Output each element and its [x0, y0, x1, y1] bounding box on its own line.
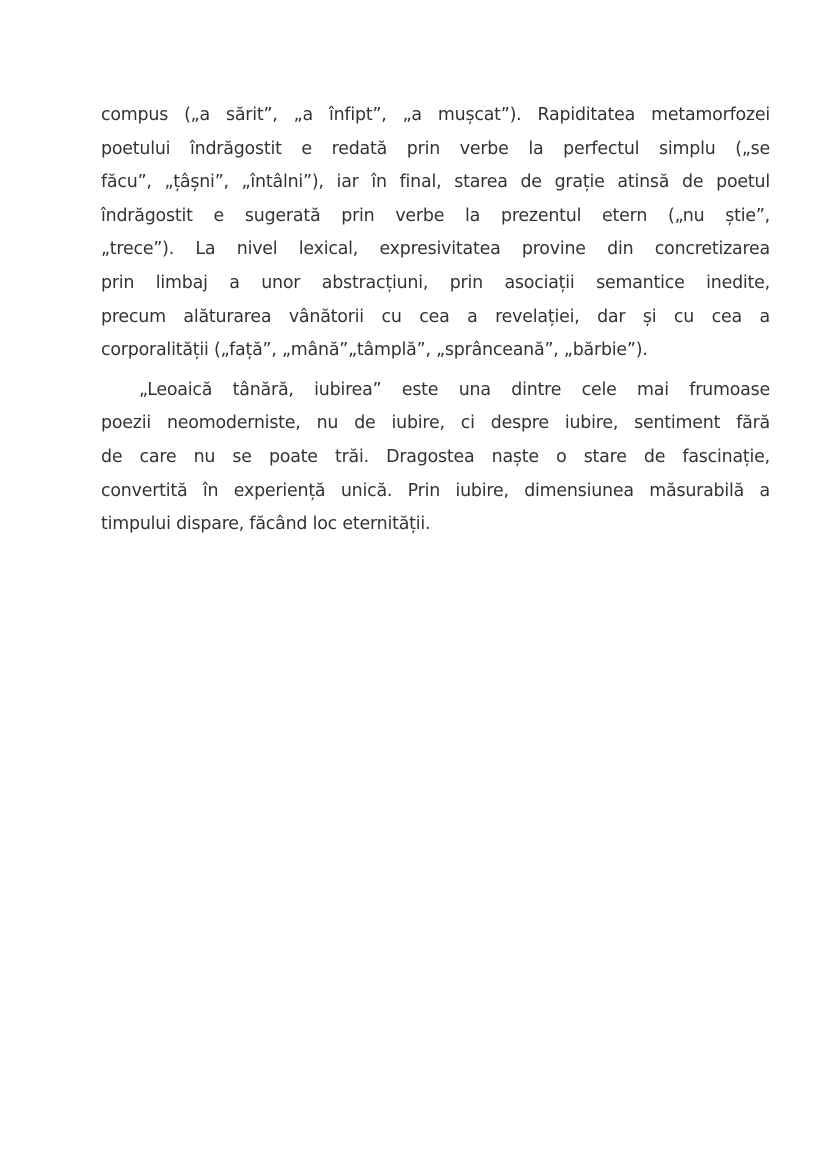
text-line: „trece”). La nivel lexical, expresivitatea provine din concretizarea	[101, 239, 770, 260]
document-page	[101, 99, 770, 542]
text-line: precum alăturarea vânătorii cu cea a revelației, dar și cu cea a	[101, 306, 770, 327]
text-line: poezii neomoderniste, nu de iubire, ci despre iubire, sentiment fără	[101, 413, 770, 434]
text-line: timpului dispare, făcând loc eternității.	[101, 514, 431, 535]
text-line: îndrăgostit e sugerată prin verbe la prezentul etern („nu știe”,	[101, 205, 770, 226]
text-line: poetului îndrăgostit e redată prin verbe la perfectul simplu („se	[101, 138, 770, 159]
text-line: corporalității („față”, „mână”„tâmplă”, „sprânceană”, „bărbie”).	[101, 340, 648, 361]
paragraph-2	[101, 374, 770, 542]
paragraph-1	[101, 99, 770, 368]
text-line: compus („a sărit”, „a înfipt”, „a mușcat”). Rapiditatea metamorfozei	[101, 105, 770, 125]
text-line: „Leoaică tânără, iubirea” este una dintre cele mai frumoase	[139, 379, 770, 400]
text-line: prin limbaj a unor abstracțiuni, prin asociații semantice inedite,	[101, 272, 770, 293]
text-line: de care nu se poate trăi. Dragostea naște o stare de fascinație,	[101, 446, 770, 467]
text-line: convertită în experiență unică. Prin iubire, dimensiunea măsurabilă a	[101, 480, 770, 501]
text-line: făcu”, „țâșni”, „întâlni”), iar în final, starea de grație atinsă de poetul	[101, 172, 770, 193]
